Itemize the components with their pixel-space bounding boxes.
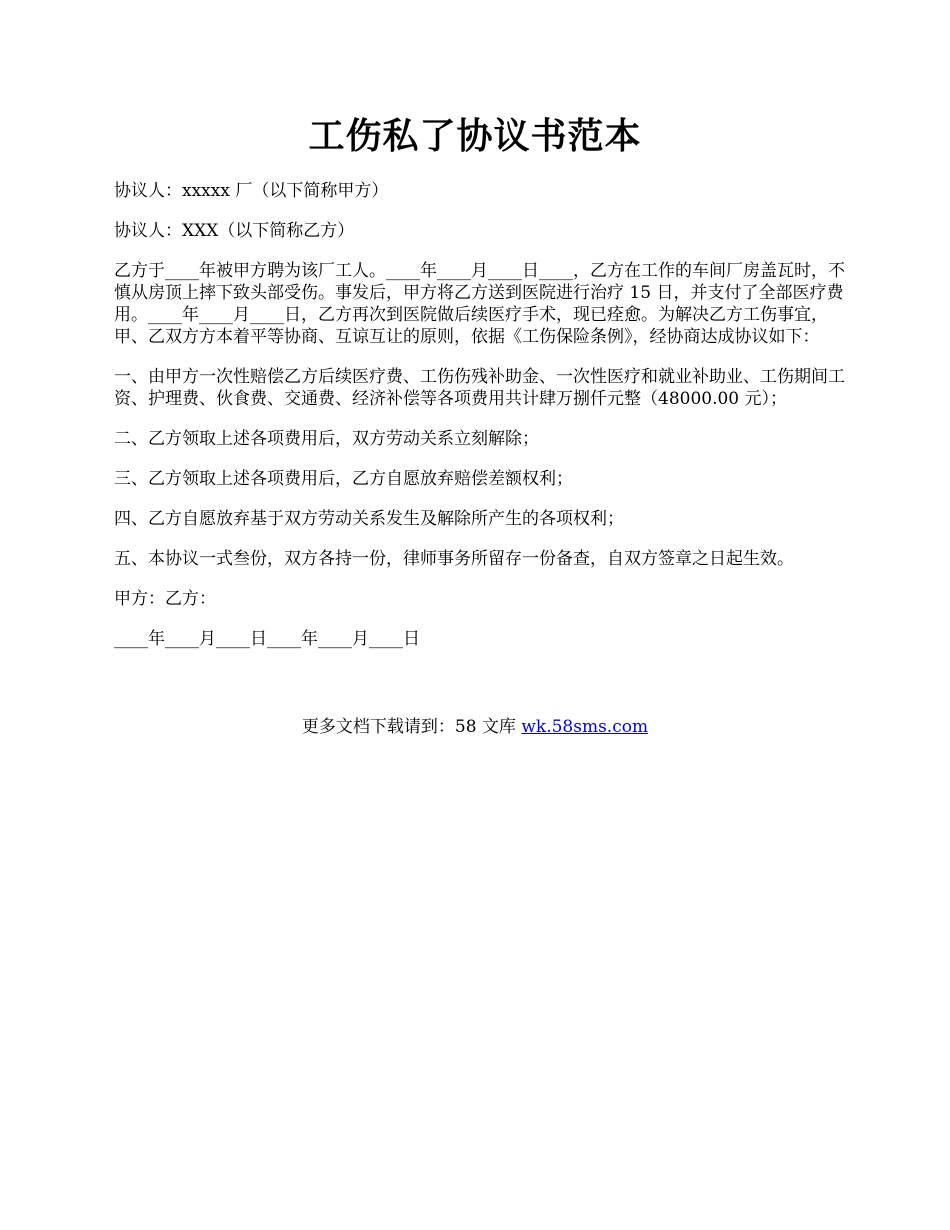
- clause-5: 五、本协议一式叁份，双方各持一份，律师事务所留存一份备查，自双方签章之日起生效。: [114, 549, 794, 569]
- document-title: 工伤私了协议书范本: [308, 115, 642, 157]
- clause-4: 四、乙方自愿放弃基于双方劳动关系发生及解除所产生的各项权利；: [114, 509, 624, 529]
- signature-line: 甲方：乙方：: [114, 589, 216, 609]
- footer: [0, 716, 950, 738]
- clause-1: 一、由甲方一次性赔偿乙方后续医疗费、工伤伤残补助金、一次性医疗和就业补助业、工伤期间工资、护理费、伙食费、交通费、经济补偿等各项费用共计肆万捌仟元整（48000.00 元）；: [114, 367, 845, 409]
- footer-link[interactable]: wk.58sms.com: [521, 717, 649, 737]
- party-b-line: 协议人：XXX（以下简称乙方）: [114, 221, 355, 241]
- clause-3: 三、乙方领取上述各项费用后，乙方自愿放弃赔偿差额权利；: [114, 469, 573, 489]
- footer-prefix: 更多文档下载请到：58 文库: [301, 717, 522, 737]
- party-a-line: 协议人：xxxxx 厂（以下简称甲方）: [114, 181, 389, 201]
- intro-paragraph: 乙方于____年被甲方聘为该厂工人。____年____月____日____，乙方在工作的车间厂房盖瓦时，不慎从房顶上摔下致头部受伤。事发后，甲方将乙方送到医院进行治疗 15 日，并支付了全部医疗费用。____年____月____日，乙方再次到医院做后续医疗手术，现已痊愈。为解决乙方工伤事宜，甲、乙双方方本着平等协商、互谅互让的原则，依据《工伤保险条例》，经协商达成协议如下：: [114, 261, 845, 347]
- clause-2: 二、乙方领取上述各项费用后，双方劳动关系立刻解除；: [114, 429, 539, 449]
- document-body: [114, 180, 854, 668]
- date-line: ____年____月____日____年____月____日: [114, 629, 420, 649]
